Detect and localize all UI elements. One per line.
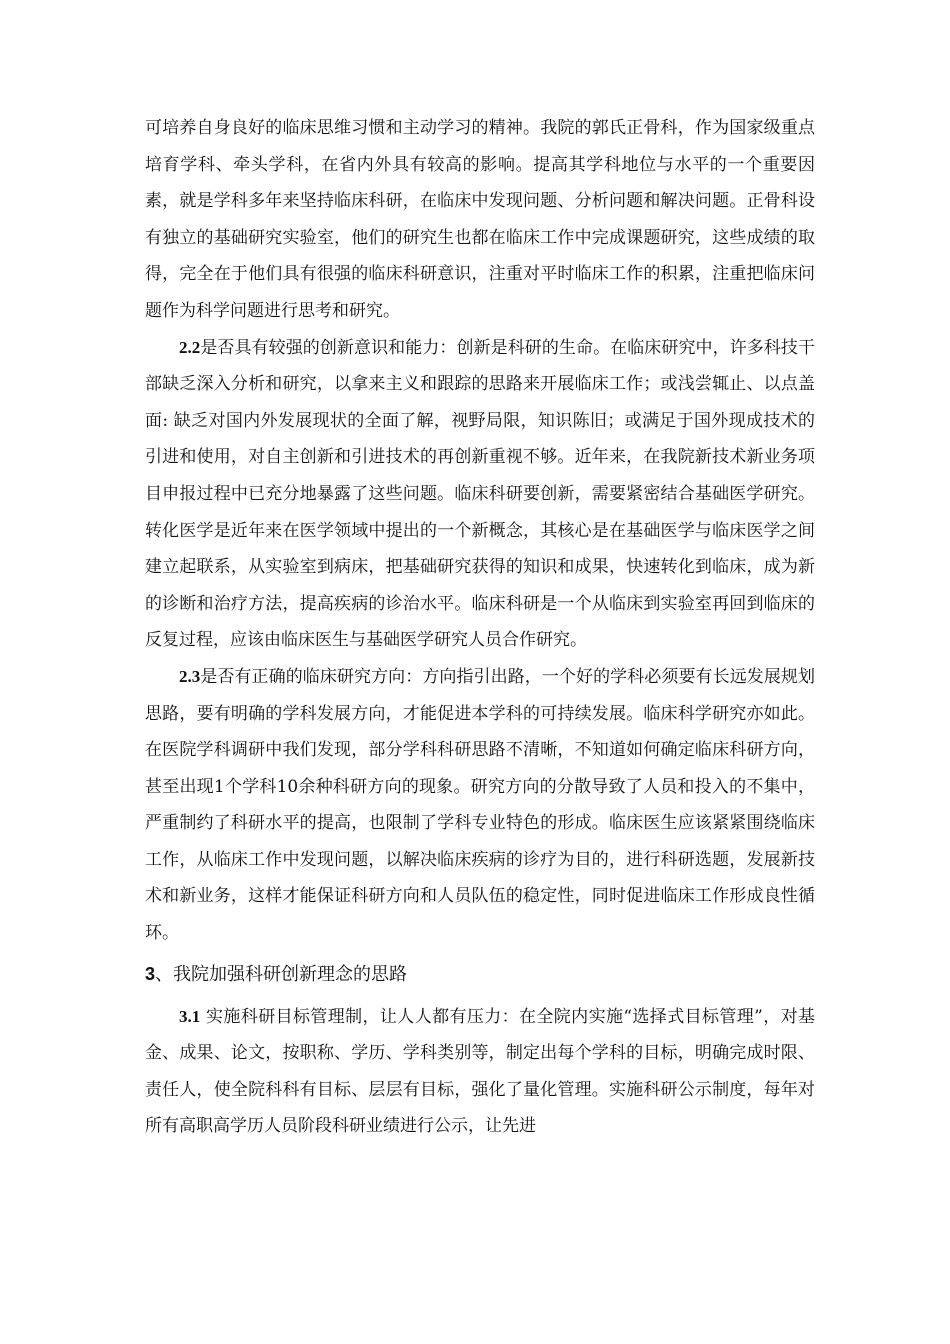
paragraph-text: 是否有正确的临床研究方向：方向指引出路，一个好的学科必须要有长远发展规划思路，要有明确的学科发展方向，才能促进本学科的可持续发展。临床科学研究亦如此。在医院学科调研中我们发现，部分学科科研思路不清晰，不知道如何确定临床科研方向，甚至出现1个学科10余种科研方向的现象。研究方向的分散导致了人员和投入的不集中，严重制约了科研水平的提高，也限制了学科专业特色的形成。临床医生应该紧紧围绕临床工作，从临床工作中发现问题，以解决临床疾病的诊疗为目的，进行科研选题，发展新技术和新业务，这样才能保证科研方向和人员队伍的稳定性，同时促进临床工作形成良性循环。 [145, 666, 815, 944]
section-3-heading [145, 952, 815, 999]
section-number: 3 [145, 963, 156, 984]
paragraph-2-3 [145, 659, 815, 952]
paragraph-number: 2.3 [179, 666, 201, 686]
document-page [145, 110, 815, 1145]
paragraph-number: 2.2 [179, 337, 201, 357]
paragraph-text: 是否具有较强的创新意识和能力：创新是科研的生命。在临床研究中，许多科技干部缺乏深入分析和研究，以拿来主义和跟踪的思路来开展临床工作；或浅尝辄止、以点盖面: 缺乏对国内外发展现状的全面了解，视野局限，知识陈旧；或满足于国外现成技术的引进和使用，对自主创新和引进技术的再创新重视不够。近年来，在我院新技术新业务项目申报过程中已充分地暴露了这些问题。临床科研要创新，需要紧密结合基础医学研究。转化医学是近年来在医学领域中提出的一个新概念，其核心是在基础医学与临床医学之间建立起联系，从实验室到病床，把基础研究获得的知识和成果，快速转化到临床，成为新的诊断和治疗方法，提高疾病的诊治水平。临床科研是一个从临床到实验室再回到临床的反复过程，应该由临床医生与基础医学研究人员合作研究。 [145, 337, 815, 651]
paragraph-text: 实施科研目标管理制，让人人都有压力：在全院内实施“选择式目标管理”，对基金、成果、论文，按职称、学历、学科类别等，制定出每个学科的目标，明确完成时限、责任人，使全院科科有目标、层层有目标，强化了量化管理。实施科研公示制度，每年对所有高职高学历人员阶段科研业绩进行公示，让先进 [145, 1006, 815, 1137]
paragraph-text: 可培养自身良好的临床思维习惯和主动学习的精神。我院的郭氏正骨科，作为国家级重点培育学科、牵头学科，在省内外具有较高的影响。提高其学科地位与水平的一个重要因素，就是学科多年来坚持临床科研，在临床中发现问题、分析问题和解决问题。正骨科设有独立的基础研究实验室，他们的研究生也都在临床工作中完成课题研究，这些成绩的取得，完全在于他们具有很强的临床科研意识，注重对平时临床工作的积累，注重把临床问题作为科学问题进行思考和研究。 [145, 118, 815, 321]
paragraph-number: 3.1 [179, 1006, 201, 1026]
paragraph-2-2 [145, 330, 815, 659]
paragraph-continuation [145, 110, 815, 330]
section-title: 、我院加强科研创新理念的思路 [155, 963, 408, 985]
paragraph-3-1 [145, 999, 815, 1145]
